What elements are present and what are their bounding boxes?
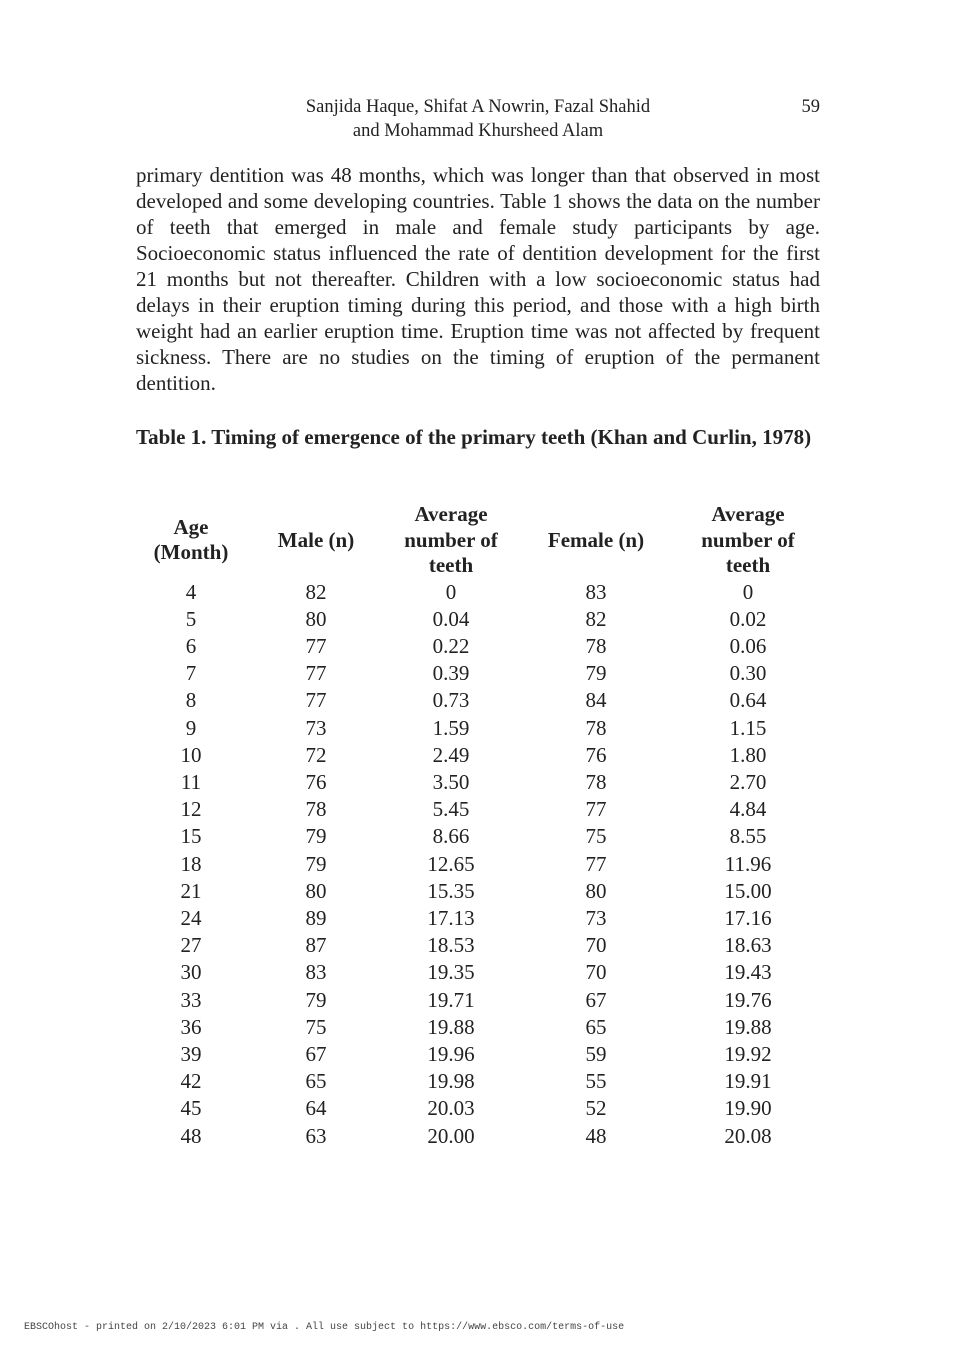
age-cell: 30 (180, 960, 202, 985)
male-n-cell: 80 (305, 878, 327, 903)
male-n-cell: 89 (305, 905, 327, 930)
avg-female-cell: 19.91 (724, 1069, 772, 1094)
male-n-cell: 83 (305, 960, 327, 985)
male-n-cell: 63 (305, 1123, 327, 1148)
avg-male-cell: 0.04 (432, 606, 470, 631)
age-cell: 4 (185, 579, 197, 604)
header-avg-female-line-1: Average (711, 502, 785, 526)
avg-male-cell: 20.03 (427, 1096, 475, 1121)
avg-male-cell: 3.50 (432, 769, 470, 794)
avg-female-cell: 1.15 (729, 715, 767, 740)
avg-female-cell: 0.06 (729, 633, 767, 658)
age-cell: 8 (185, 688, 197, 713)
header-female: Female (n) (547, 527, 645, 552)
header-avg-female-line-3: teeth (725, 553, 771, 577)
male-n-cell: 67 (305, 1041, 327, 1066)
table-row (136, 1041, 820, 1068)
avg-male-cell: 0.73 (432, 688, 470, 713)
age-cell: 7 (185, 661, 197, 686)
age-cell: 5 (185, 606, 197, 631)
table-row (136, 878, 820, 905)
female-n-cell: 70 (585, 933, 607, 958)
table-row (136, 769, 820, 796)
header-avg-male-line-2: number of (404, 527, 498, 552)
avg-female-cell: 19.90 (724, 1096, 772, 1121)
table-row (136, 932, 820, 959)
male-n-cell: 82 (305, 579, 327, 604)
avg-female-cell: 0.02 (729, 606, 767, 631)
male-n-cell: 87 (305, 933, 327, 958)
male-n-cell: 76 (305, 769, 327, 794)
page-number: 59 (801, 97, 820, 117)
table-row (136, 1068, 820, 1095)
avg-male-cell: 0.39 (432, 661, 470, 686)
avg-female-cell: 20.08 (724, 1123, 772, 1148)
table-row (136, 823, 820, 850)
avg-male-cell: 0 (445, 579, 457, 604)
female-n-cell: 52 (585, 1096, 607, 1121)
female-n-cell: 59 (585, 1041, 607, 1066)
avg-female-cell: 19.43 (724, 960, 772, 985)
running-head (136, 95, 820, 143)
female-n-cell: 48 (585, 1123, 607, 1148)
table-body (136, 579, 820, 1150)
female-n-cell: 70 (585, 960, 607, 985)
body-paragraph: primary dentition was 48 months, which was longer than that observed in most developed and some developing countries. Table 1 shows the data on the number of teeth that emerged in male and female study participants by age. Socioeconomic status influenced the rate of dentition development for the first 21 months but not thereafter. Children with a low socioeconomic status had delays in their eruption timing during this period, and those with a high birth weight had an earlier eruption time. Eruption time was not affected by frequent sickness. There are no studies on the timing of eruption of the permanent dentition. (136, 163, 820, 395)
avg-male-cell: 5.45 (432, 797, 470, 822)
age-cell: 42 (180, 1069, 202, 1094)
avg-female-cell: 2.70 (729, 769, 767, 794)
avg-female-cell: 19.88 (724, 1014, 772, 1039)
avg-male-cell: 12.65 (427, 851, 475, 876)
header-age-line-1: Age (173, 514, 209, 539)
female-n-cell: 65 (585, 1014, 607, 1039)
avg-female-cell: 18.63 (724, 933, 772, 958)
male-n-cell: 73 (305, 715, 327, 740)
avg-male-cell: 0.22 (432, 633, 470, 658)
female-n-cell: 75 (585, 824, 607, 849)
age-cell: 15 (180, 824, 202, 849)
female-n-cell: 84 (585, 688, 607, 713)
age-cell: 27 (180, 933, 202, 958)
male-n-cell: 79 (305, 987, 327, 1012)
female-n-cell: 78 (585, 633, 607, 658)
table-header (136, 502, 820, 579)
table-row (136, 660, 820, 687)
avg-female-cell: 11.96 (724, 851, 772, 876)
female-n-cell: 77 (585, 851, 607, 876)
avg-female-cell: 19.92 (724, 1041, 772, 1066)
age-cell: 21 (180, 878, 202, 903)
avg-male-cell: 19.98 (427, 1069, 475, 1094)
avg-male-cell: 20.00 (427, 1123, 475, 1148)
table-caption: Table 1. Timing of emergence of the primary teeth (Khan and Curlin, 1978) (136, 425, 812, 449)
age-cell: 18 (180, 851, 202, 876)
female-n-cell: 79 (585, 661, 607, 686)
table-row (136, 851, 820, 878)
male-n-cell: 75 (305, 1014, 327, 1039)
running-head-line-1: Sanjida Haque, Shifat A Nowrin, Fazal Shahid (305, 97, 651, 117)
age-cell: 45 (180, 1096, 202, 1121)
age-cell: 39 (180, 1041, 202, 1066)
footer-notice: EBSCOhost - printed on 2/10/2023 6:01 PM via . All use subject to https://www.ebsco.com/terms-of-use (24, 1322, 625, 1333)
table-header-row (136, 502, 820, 579)
female-n-cell: 77 (585, 797, 607, 822)
avg-male-cell: 17.13 (427, 905, 475, 930)
table-row (136, 715, 820, 742)
table-row (136, 1123, 820, 1150)
male-n-cell: 79 (305, 824, 327, 849)
table-row (136, 687, 820, 714)
male-n-cell: 78 (305, 797, 327, 822)
age-cell: 12 (180, 797, 202, 822)
age-cell: 36 (180, 1014, 202, 1039)
table-row (136, 1095, 820, 1122)
avg-female-cell: 19.76 (724, 987, 772, 1012)
header-age-line-2: (Month) (153, 540, 229, 565)
male-n-cell: 77 (305, 661, 327, 686)
header-avg-male-line-1: Average (414, 502, 488, 526)
header-avg-female (676, 502, 820, 579)
table-row (136, 742, 820, 769)
running-head-line-2: and Mohammad Khursheed Alam (352, 121, 604, 141)
avg-male-cell: 19.71 (427, 987, 475, 1012)
avg-female-cell: 4.84 (729, 797, 767, 822)
age-cell: 48 (180, 1123, 202, 1148)
table-row (136, 987, 820, 1014)
avg-female-cell: 0.64 (729, 688, 767, 713)
female-n-cell: 76 (585, 742, 607, 767)
table-row (136, 579, 820, 606)
avg-female-cell: 1.80 (729, 742, 767, 767)
female-n-cell: 78 (585, 715, 607, 740)
avg-male-cell: 18.53 (427, 933, 475, 958)
male-n-cell: 64 (305, 1096, 327, 1121)
female-n-cell: 82 (585, 606, 607, 631)
table-row (136, 606, 820, 633)
female-n-cell: 55 (585, 1069, 607, 1094)
avg-female-cell: 15.00 (724, 878, 772, 903)
age-cell: 9 (185, 715, 197, 740)
female-n-cell: 80 (585, 878, 607, 903)
table-row (136, 959, 820, 986)
avg-female-cell: 17.16 (724, 905, 772, 930)
table-row (136, 633, 820, 660)
avg-male-cell: 19.88 (427, 1014, 475, 1039)
male-n-cell: 77 (305, 633, 327, 658)
header-avg-male (386, 502, 516, 579)
header-avg-male-line-3: teeth (428, 553, 474, 577)
female-n-cell: 83 (585, 579, 607, 604)
avg-female-cell: 0.30 (729, 661, 767, 686)
age-cell: 33 (180, 987, 202, 1012)
header-age (136, 502, 246, 579)
header-avg-female-line-2: number of (701, 527, 795, 552)
female-n-cell: 73 (585, 905, 607, 930)
age-cell: 11 (180, 769, 202, 794)
table-row (136, 796, 820, 823)
avg-female-cell: 8.55 (729, 824, 767, 849)
male-n-cell: 77 (305, 688, 327, 713)
male-n-cell: 72 (305, 742, 327, 767)
female-n-cell: 67 (585, 987, 607, 1012)
age-cell: 6 (185, 633, 197, 658)
avg-male-cell: 2.49 (432, 742, 470, 767)
avg-male-cell: 15.35 (427, 878, 475, 903)
data-table (136, 502, 820, 1150)
header-male: Male (n) (277, 527, 355, 552)
age-cell: 24 (180, 905, 202, 930)
table-row (136, 905, 820, 932)
age-cell: 10 (180, 742, 202, 767)
male-n-cell: 79 (305, 851, 327, 876)
avg-male-cell: 1.59 (432, 715, 470, 740)
female-n-cell: 78 (585, 769, 607, 794)
male-n-cell: 65 (305, 1069, 327, 1094)
avg-male-cell: 8.66 (432, 824, 470, 849)
avg-male-cell: 19.96 (427, 1041, 475, 1066)
table-row (136, 1014, 820, 1041)
avg-male-cell: 19.35 (427, 960, 475, 985)
male-n-cell: 80 (305, 606, 327, 631)
avg-female-cell: 0 (742, 579, 754, 604)
